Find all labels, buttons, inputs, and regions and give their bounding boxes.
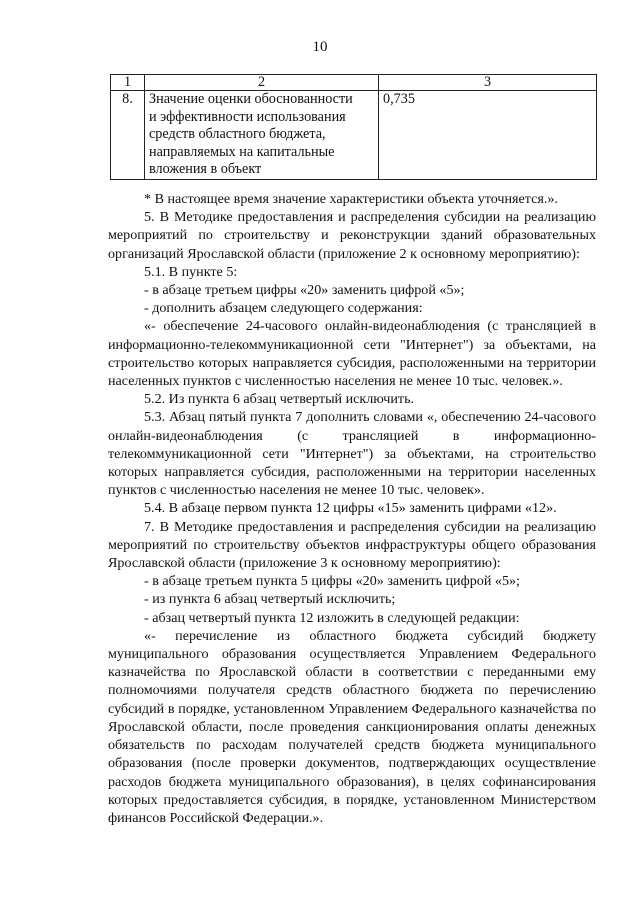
paragraph: - в абзаце третьем пункта 5 цифры «20» заменить цифрой «5»; — [144, 573, 520, 590]
table-row — [111, 91, 597, 180]
indicator-name-line: вложения в объект — [149, 161, 262, 178]
indicator-name-line: направляемых на капитальные — [149, 143, 335, 160]
indicator-value: 0,735 — [379, 91, 597, 180]
paragraph: «- обеспечение 24-часового онлайн-видеонаблюдения (с трансляцией в информационно-телекоммуникационной сети "Интернет") за объектами, на строительство которых направляется субсидия, расположенными на территории населенных пунктов с численностью населения не менее 10 тыс. человек.». — [108, 318, 596, 390]
paragraph: 5.1. В пункте 5: — [144, 263, 238, 280]
paragraph: 7. В Методике предоставления и распределения субсидии на реализацию мероприятий по строительству объектов инфраструктуры общего образования Ярославской области (приложение 3 к основному мероприятию): — [108, 518, 596, 572]
paragraph: 5.2. Из пункта 6 абзац четвертый исключить. — [144, 391, 415, 408]
paragraph: - абзац четвертый пункта 12 изложить в следующей редакции: — [144, 609, 520, 626]
paragraph: 5.4. В абзаце первом пункта 12 цифры «15» заменить цифрами «12». — [144, 500, 557, 517]
indicator-name-line: и эффективности использования — [149, 108, 346, 125]
paragraph: 5.3. Абзац пятый пункта 7 дополнить словами «, обеспечению 24-часового онлайн-видеонаблюдения (с трансляцией в информационно-телекоммуникационной сети "Интернет") за объектами, на строительство которых направляется субсидия, расположенными на территории населенных пунктов с численностью населения не менее 10 тыс. человек». — [108, 409, 596, 499]
paragraph: 5. В Методике предоставления и распределения субсидии на реализацию мероприятий по строительству и реконструкции зданий образовательных организаций Ярославской области (приложение 2 к основному мероприятию): — [108, 209, 596, 262]
indicator-name-line: средств областного бюджета, — [149, 126, 326, 143]
indicator-table — [110, 74, 597, 180]
column-header: 3 — [379, 75, 597, 91]
table-header-row — [111, 75, 597, 91]
indicator-name — [145, 91, 379, 180]
document-body — [108, 190, 596, 827]
page-number: 10 — [312, 39, 328, 55]
column-header: 1 — [111, 75, 145, 91]
footnote-paragraph: * В настоящее время значение характеристики объекта уточняется.». — [144, 191, 558, 207]
paragraph: «- перечисление из областного бюджета субсидий бюджету муниципального образования осуществляется Управлением Федерального казначейства по Ярославской области в соответствии с переданными ему полномочиями получателя средств областного бюджета по перечислению субсидий в порядке, установленном Управлением Федерального казначейства по Ярославской области, после проведения санкционирования оплаты денежных обязательств по расходам получателей средств бюджета муниципального образования (после проверки документов, подтверждающих осуществление расходов бюджета муниципального образования), в целях софинансирования которых предоставляется субсидия, в порядке, установленном Министерством финансов Российской Федерации.». — [108, 627, 596, 826]
indicator-name-line: Значение оценки обоснованности — [149, 91, 353, 107]
paragraph: - дополнить абзацем следующего содержания: — [144, 300, 423, 317]
paragraph: - в абзаце третьем цифры «20» заменить цифрой «5»; — [144, 282, 465, 299]
paragraph: - из пункта 6 абзац четвертый исключить; — [144, 591, 396, 608]
column-header: 2 — [145, 75, 379, 91]
row-number: 8. — [111, 91, 145, 180]
